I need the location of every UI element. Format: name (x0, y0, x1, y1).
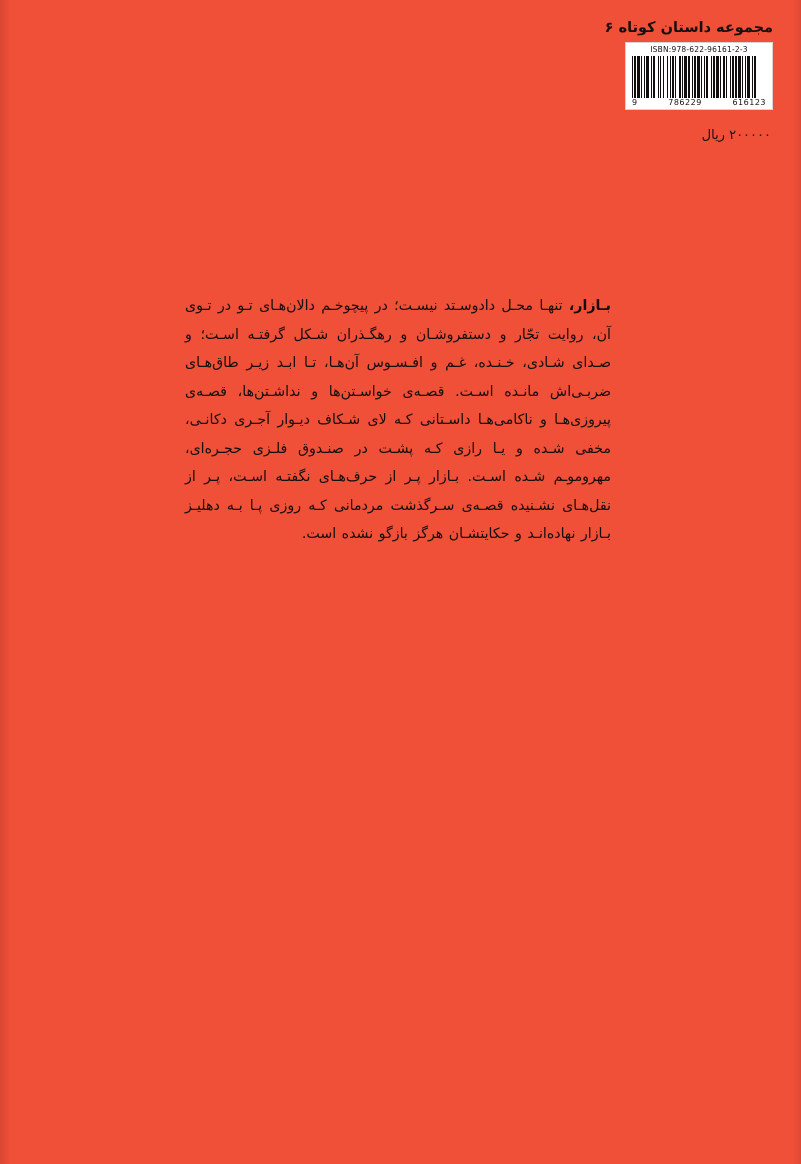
series-label: مجموعه داستان کوتاه ۶ (604, 20, 773, 36)
price-label: ۲۰۰۰۰۰ ریال (701, 128, 771, 143)
isbn-label: ISBN:978-622-96161-2-3 (650, 45, 748, 54)
back-cover-blurb (185, 292, 611, 549)
barcode-digit-mid: 786229 (668, 97, 702, 107)
barcode-digit-right: 616123 (732, 97, 766, 107)
barcode-block (625, 42, 773, 110)
barcode-digit-left: 9 (632, 97, 638, 107)
barcode-digits (630, 98, 768, 108)
barcode-bars (630, 56, 768, 98)
blurb-lead-word: بـازار، (568, 298, 611, 314)
blurb-body-text: تنهـا محـل دادوسـتد نیسـت؛ در پیچوخـم دالان‌هـای تـو در تـوی آن، روایت تجّار و دستفروشـان و رهگـذران شـکل گرفتـه اسـت؛ و صـدای شـادی، خـنـده، غـم و افـسـوس آن‌هـا، تـا ابـد زیـر طاق‌هـای ضربـی‌اش مانـده اسـت. قصـه‌ی خواسـتن‌ها و نداشـتن‌ها، قصـه‌ی پیروزی‌هـا و ناکامی‌هـا داسـتانی کـه لای شـکاف دیـوار آجـری دکانـی، مخفی شـده و یـا رازی کـه پشـت در صنـدوق فلـزی حجـره‌ای، مهروموـم شـده اسـت. بـازار پـر از حرف‌هـای نگفتـه اسـت، پـر از نقل‌هـای نشـنیده قصـه‌ی سـرگذشت مردمانی کـه روزی پـا بـه دهلیـز بـازار نهاده‌انـد و حکایتشـان هرگز بازگو نشده است. (185, 298, 611, 542)
